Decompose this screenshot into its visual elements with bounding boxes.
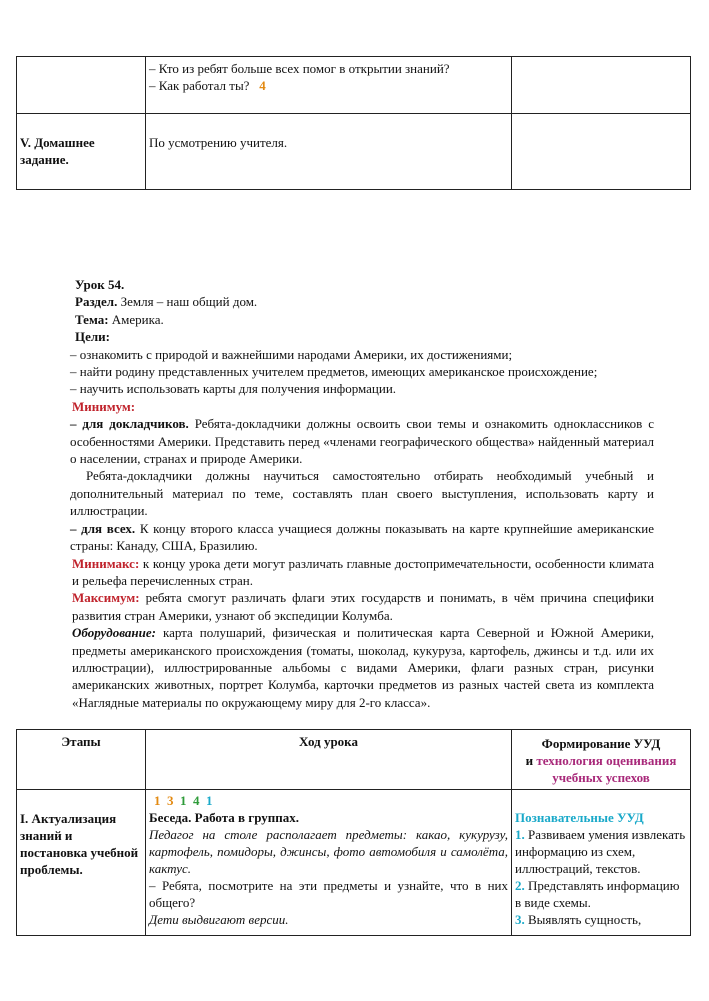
stage-cell [17, 57, 146, 114]
goals-heading: Цели: [75, 329, 110, 345]
table-header-row [17, 730, 691, 790]
maximum-paragraph: Максимум: ребята смогут различать флаги этих государств и понимать, в чём причина специфики развития стран Америки, узнают об экспедиции Колумба. [72, 590, 654, 623]
course-cell [146, 790, 512, 936]
uud-item: 3. Выявлять сущность, [515, 912, 642, 927]
table-row [17, 790, 691, 936]
teacher-instructions: Педагог на столе располагает предметы: какао, кукурузу, картофель, помидоры, джинсы, фото автомобиля и самолёта, кактус. [149, 827, 508, 876]
lesson-description [70, 276, 654, 711]
uud-item: 2. Представлять информацию в виде схемы. [515, 878, 680, 910]
list-item: – Кто из ребят больше всех помог в открытии знаний? [149, 61, 450, 76]
uud-header: Формирование УУД и технология оценивания учебных успехов [512, 730, 691, 790]
list-item: – Как работал ты? 4 [149, 78, 266, 93]
course-header: Ход урока [146, 730, 512, 790]
top-table [16, 56, 691, 190]
course-cell: По усмотрению учителя. [146, 114, 512, 190]
stages-header: Этапы [17, 730, 146, 790]
teacher-question: – Ребята, посмотрите на эти предметы и узнайте, что в них общего? [149, 878, 508, 910]
stage-cell: I. Актуализация знаний и постановка учебной проблемы. [17, 790, 146, 936]
goal-item: – найти родину представленных учителем предметов, имеющих американское происхождение; [70, 364, 598, 380]
table-row [17, 114, 691, 190]
equipment-paragraph: Оборудование: карта полушарий, физическая и политическая карта Северной и Южной Америки, предметы американского происхождения (томаты, шоколад, кукуруза, картофель, джинсы и т.д. или их иллюстрации), иллюстрированные альбомы с видами Америки, флаги разных стран, рисунки американских животных, портрет Колумба, карточки предметов из разных частей света из комплекта «Наглядные материалы по окружающему миру для 2-го класса». [72, 625, 655, 710]
score-marks: 1 3 1 4 1 [154, 793, 213, 808]
stage-cell: V. Домашнее задание. [17, 114, 146, 190]
goal-item: – ознакомить с природой и важнейшими народами Америки, их достижениями; [70, 346, 513, 362]
table-row [17, 57, 691, 114]
course-cell [146, 57, 512, 114]
minimum-heading: Минимум: [72, 398, 136, 414]
uud-cell [512, 57, 691, 114]
uud-title: Познавательные УУД [515, 810, 644, 825]
all-paragraph: – для всех. К концу второго класса учащиеся должны показывать на карте крупнейшие американские страны: Канаду, США, Бразилию. [70, 520, 654, 554]
uud-cell [512, 790, 691, 936]
score-mark: 4 [259, 78, 266, 93]
lesson-table [16, 729, 691, 936]
lesson-title: Урок 54. [75, 277, 125, 292]
lesson-section: Раздел. Земля – наш общий дом. [75, 294, 258, 310]
speakers-paragraph: – для докладчиков. Ребята-докладчики должны освоить свои темы и ознакомить одноклассников с особенностями Америки. Представить перед «членами географического общества» найденный материал о населении, странах и природе Америки. [70, 416, 654, 467]
lesson-topic: Тема: Америка. [75, 311, 164, 327]
children-response: Дети выдвигают версии. [149, 912, 289, 927]
minimax-paragraph: Минимакс: к концу урока дети могут различать главные достопримечательности, особенности климата и рельефа перечисленных стран. [72, 555, 654, 588]
uud-cell [512, 114, 691, 190]
goal-item: – научить использовать карты для получения информации. [70, 381, 397, 397]
uud-item: 1. Развиваем умения извлекать информацию из схем, иллюстраций, текстов. [515, 827, 686, 876]
activity-title: Беседа. Работа в группах. [149, 810, 299, 825]
speakers-paragraph-2: Ребята-докладчики должны научиться самостоятельно отбирать необходимый учебный и дополнительный материал по теме, составлять план своего выступления, использовать карту и иллюстрации. [70, 468, 654, 519]
